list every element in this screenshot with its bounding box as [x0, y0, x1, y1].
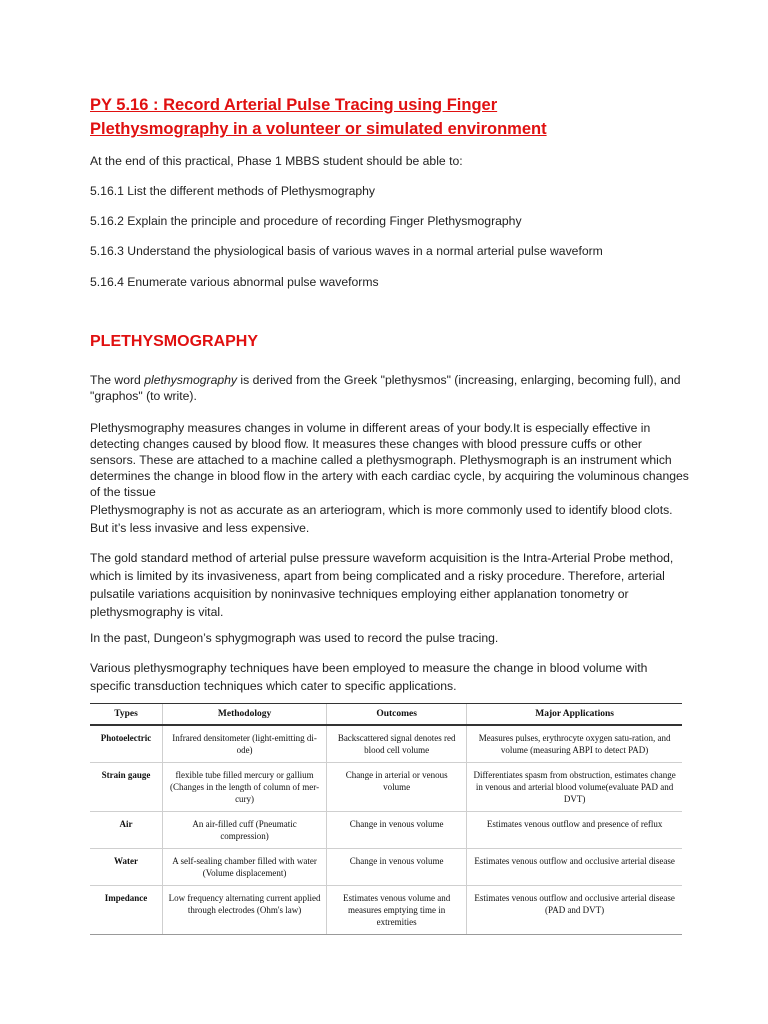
table-row: [90, 849, 682, 886]
cell-application: Estimates venous outflow and presence of reflux: [467, 812, 682, 849]
paragraph-gold-standard: The gold standard method of arterial pulse pressure waveform acquisition is the Intra-Arterial Probe method, which is limited by its invasiveness, apart from being complicated and a risky procedure. Therefore, arterial pulsatile variations acquisition by noninvasive techniques employing either applanation tonometry or plethysmography is vital.: [90, 551, 674, 619]
cell-outcome: Change in arterial or venous volume: [327, 763, 467, 812]
paragraph-comparison: Plethysmography is not as accurate as an arteriogram, which is more commonly used to identify blood clots. But it’s less invasive and less expensive.: [90, 503, 673, 535]
cell-outcome: Estimates venous volume and measures emptying time in extremities: [327, 886, 467, 935]
cell-methodology: flexible tube filled mercury or gallium (Changes in the length of column of mer-cury): [163, 763, 327, 812]
header-outcomes: Outcomes: [327, 704, 467, 726]
objective-1: 5.16.1 List the different methods of Plethysmography: [90, 184, 375, 198]
etymology-before: The word: [90, 373, 145, 387]
table-row: [90, 763, 682, 812]
cell-type: Strain gauge: [90, 763, 163, 812]
cell-outcome: Change in venous volume: [327, 812, 467, 849]
etymology-paragraph: [90, 372, 690, 404]
header-methodology: Methodology: [163, 704, 327, 726]
cell-type: Photoelectric: [90, 725, 163, 763]
objective-2: 5.16.2 Explain the principle and procedure of recording Finger Plethysmography: [90, 214, 522, 228]
cell-type: Air: [90, 812, 163, 849]
cell-application: Differentiates spasm from obstruction, estimates change in venous and arterial blood volume(evaluate PAD and DVT): [467, 763, 682, 812]
table-row: [90, 812, 682, 849]
header-types: Types: [90, 704, 163, 726]
objective-4: 5.16.4 Enumerate various abnormal pulse waveforms: [90, 275, 379, 289]
etymology-after: is derived from the Greek "plethysmos" (increasing, enlarging, becoming full), and "graphos" (to write).: [90, 373, 681, 403]
title-line-1: PY 5.16 : Record Arterial Pulse Tracing using Finger: [90, 96, 498, 114]
objective-3: 5.16.3 Understand the physiological basis of various waves in a normal arterial pulse waveform: [90, 244, 603, 258]
intro-text: At the end of this practical, Phase 1 MBBS student should be able to:: [90, 154, 463, 168]
table-row: [90, 886, 682, 935]
cell-outcome: Backscattered signal denotes red blood cell volume: [327, 725, 467, 763]
cell-type: Impedance: [90, 886, 163, 935]
cell-application: Measures pulses, erythrocyte oxygen satu-ration, and volume (measuring ABPI to detect PAD): [467, 725, 682, 763]
header-applications: Major Applications: [467, 704, 682, 726]
cell-application: Estimates venous outflow and occlusive arterial disease (PAD and DVT): [467, 886, 682, 935]
table-header-row: [90, 704, 682, 726]
paragraph-definition: Plethysmography measures changes in volume in different areas of your body.It is especially effective in detecting changes caused by blood flow. It measures these changes with blood pressure cuffs or other sensors. These are attached to a machine called a plethysmograph. Plethysmograph is an instrument which determines the change in blood flow in the artery with each cardiac cycle, by acquiring the voluminous changes of the tissue: [90, 421, 689, 499]
cell-application: Estimates venous outflow and occlusive arterial disease: [467, 849, 682, 886]
section-heading: PLETHYSMOGRAPHY: [90, 333, 259, 350]
cell-outcome: Change in venous volume: [327, 849, 467, 886]
table-row: [90, 725, 682, 763]
cell-methodology: Infrared densitometer (light-emitting di-ode): [163, 725, 327, 763]
cell-methodology: A self-sealing chamber filled with water (Volume displacement): [163, 849, 327, 886]
cell-methodology: An air-filled cuff (Pneumatic compression): [163, 812, 327, 849]
paragraph-history: In the past, Dungeon’s sphygmograph was used to record the pulse tracing.: [90, 631, 499, 645]
paragraph-techniques: Various plethysmography techniques have been employed to measure the change in blood volume with specific transduction techniques which cater to specific applications.: [90, 661, 648, 693]
cell-type: Water: [90, 849, 163, 886]
title-line-2: Plethysmography in a volunteer or simulated environment: [90, 120, 547, 138]
techniques-table: [90, 703, 682, 935]
page-title: [90, 93, 690, 141]
cell-methodology: Low frequency alternating current applied through electrodes (Ohm's law): [163, 886, 327, 935]
etymology-term: plethysmography: [144, 373, 238, 387]
